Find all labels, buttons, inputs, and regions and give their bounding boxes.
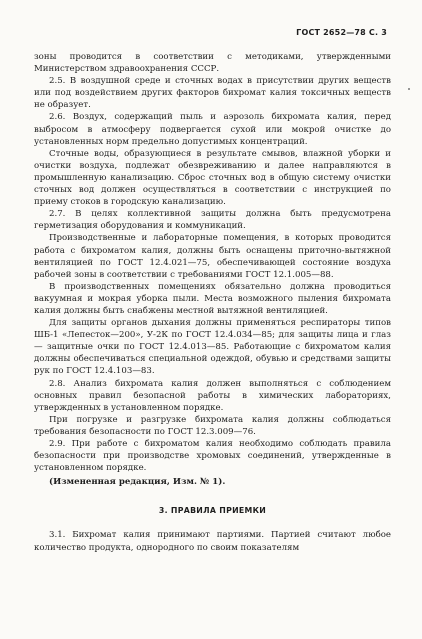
paragraph: Производственные и лабораторные помещения, в которых проводится работа с бихроматом калия, должны быть оснащены приточно-вытяжной вентиляцией по ГОСТ 12.4.021—75, обеспечивающей состояние воздуха рабочей зоны в соответствии с требованиями ГОСТ 12.1.005—88. [34,233,391,280]
paragraph: 3.1. Бихромат калия принимают партиями. Партией считают любое количество продукта, однородного по своим показателям [34,530,391,553]
amendment-note: (Измененная редакция, Изм. № 1). [49,477,226,488]
paragraph: Для защиты органов дыхания должны применяться респираторы типов ШБ-1 «Лепесток—200», У-2К по ГОСТ 12.4.034—85; для защиты лица и глаз — защитные очки по ГОСТ 12.4.013—85. Работающие с бихроматом калия должны обеспечиваться специальной одеждой, обувью и средствами защиты рук по ГОСТ 12.4.103—83. [34,318,391,377]
paragraph: В производственных помещениях обязательно должна проводиться вакуумная и мокрая уборка пыли. Места возможного пыления бихромата калия должны быть снабжены местной вытяжной вентиляцией. [34,281,391,316]
section-title: 3. ПРАВИЛА ПРИЕМКИ [158,506,267,516]
paragraph: зоны проводится в соответствии с методиками, утвержденными Министерством здравоохранения СССР. [34,52,391,75]
paragraph: 2.8. Анализ бихромата калия должен выполняться с соблюдением основных правил безопасной работы в химических лабораториях, утвержденных в установленном порядке. [34,378,391,413]
margin-mark [408,88,410,90]
page-header: ГОСТ 2652—78 С. 3 [296,28,387,37]
paragraph: 2.5. В воздушной среде и сточных водах в присутствии других веществ или под воздействием других факторов бихромат калия токсичных веществ не образует. [34,76,391,111]
paragraph: 2.6. Воздух, содержащий пыль и аэрозоль бихромата калия, перед выбросом в атмосферу подвергается сухой или мокрой очистке до установленных норм предельно допустимых концентраций. [34,112,391,147]
document-body [34,51,391,554]
paragraph: 2.7. В целях коллективной защиты должна быть предусмотрена герметизация оборудования и коммуникаций. [34,209,391,232]
paragraph: Сточные воды, образующиеся в результате смывов, влажной уборки и очистки воздуха, подлежат обезвреживанию и далее направляются в промышленную канализацию. Сброс сточных вод в общую систему очистки сточных вод должен осуществляться в соответствии с инструкцией по приему стоков в городскую канализацию. [34,148,391,208]
paragraph: При погрузке и разгрузке бихромата калия должны соблюдаться требования безопасности по ГОСТ 12.3.009—76. [34,414,391,437]
paragraph: 2.9. При работе с бихроматом калия необходимо соблюдать правила безопасности при производстве хромовых соединений, утвержденные в установленном порядке. [34,439,391,474]
